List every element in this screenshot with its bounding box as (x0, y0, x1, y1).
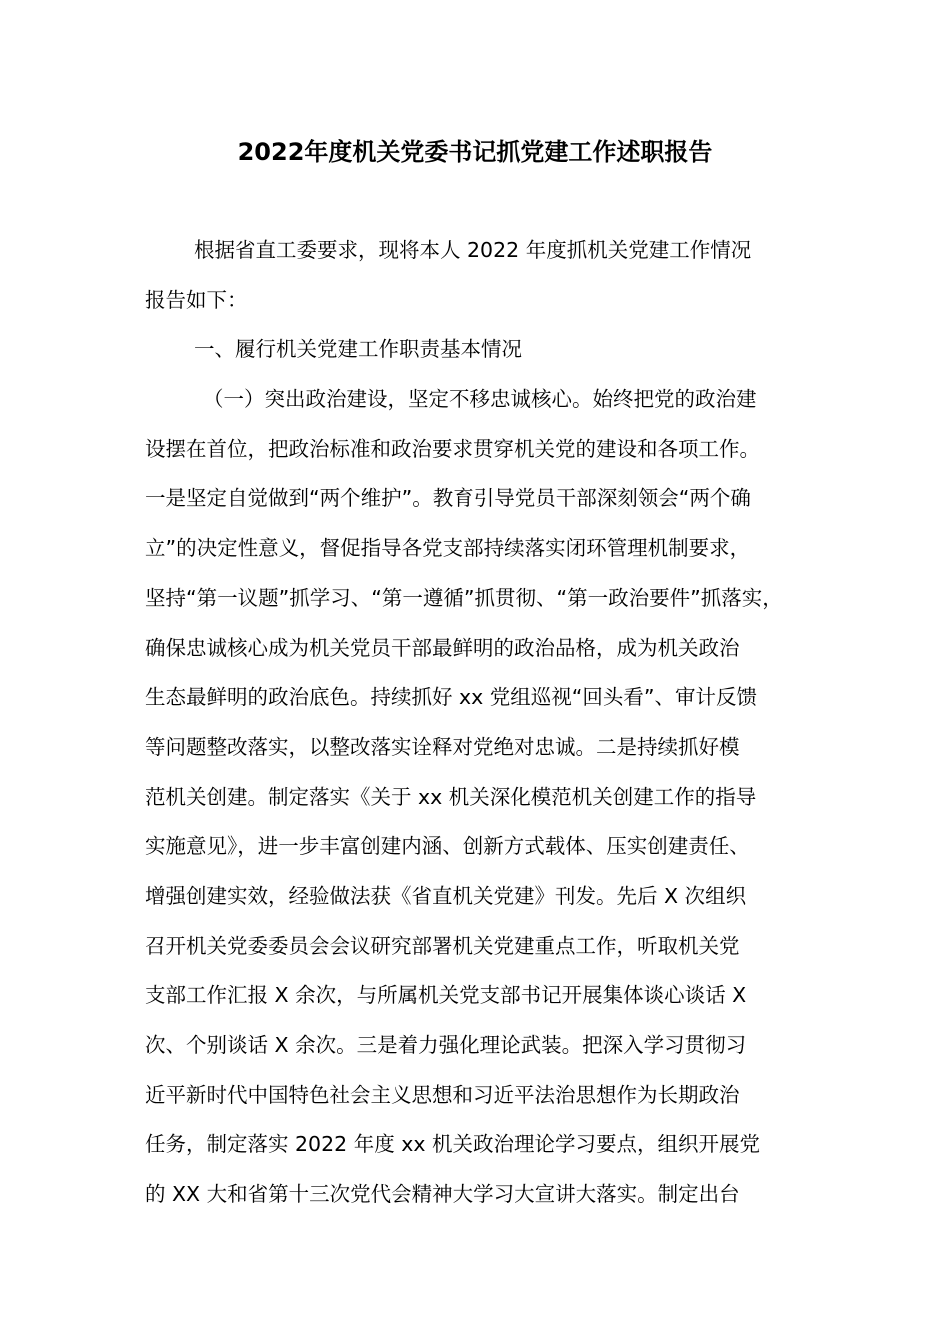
paragraph-line: 次、个别谈话 X 余次。三是着力强化理论武装。把深入学习贯彻习 (145, 1033, 747, 1057)
section-heading: 一、履行机关党建工作职责基本情况 (194, 337, 522, 362)
paragraph-line: 报告如下： (145, 287, 248, 312)
document-body (145, 226, 825, 1220)
paragraph-line: 召开机关党委委员会会议研究部署机关党建重点工作，听取机关党 (145, 933, 740, 958)
paragraph-line: 坚持“第一议题”抓学习、“第一遵循”抓贯彻、“第一政治要件”抓落实， (145, 585, 783, 610)
paragraph-line: 一是坚定自觉做到“两个维护”。教育引导党员干部深刻领会“两个确 (145, 486, 751, 511)
paragraph-line: 确保忠诚核心成为机关党员干部最鲜明的政治品格，成为机关政治 (145, 635, 740, 660)
paragraph-line: （一）突出政治建设，坚定不移忠诚核心。始终把党的政治建 (203, 387, 757, 412)
paragraph-line: 增强创建实效，经验做法获《省直机关党建》刊发。先后 X 次组织 (145, 883, 747, 908)
document-title: 2022年度机关党委书记抓党建工作述职报告 (237, 138, 713, 166)
paragraph-line: 支部工作汇报 X 余次，与所属机关党支部书记开展集体谈心谈话 X (145, 983, 747, 1008)
paragraph-line: 等问题整改落实，以整改落实诠释对党绝对忠诚。二是持续抓好模 (145, 734, 740, 759)
paragraph-line: 范机关创建。制定落实《关于 xx 机关深化模范机关创建工作的指导 (145, 784, 757, 809)
paragraph-line: 的 XX 大和省第十三次党代会精神大学习大宣讲大落实。制定出台 (145, 1182, 740, 1207)
paragraph-line: 实施意见》，进一步丰富创建内涵、创新方式载体、压实创建责任、 (145, 834, 750, 859)
paragraph-line: 任务，制定落实 2022 年度 xx 机关政治理论学习要点，组织开展党 (145, 1132, 760, 1157)
paragraph-line: 根据省直工委要求，现将本人 2022 年度抓机关党建工作情况 (194, 238, 752, 262)
paragraph-line: 立”的决定性意义，督促指导各党支部持续落实闭环管理机制要求， (145, 536, 751, 561)
paragraph-line: 生态最鲜明的政治底色。持续抓好 xx 党组巡视“回头看”、审计反馈 (145, 685, 758, 710)
paragraph-line: 近平新时代中国特色社会主义思想和习近平法治思想作为长期政治 (145, 1082, 740, 1107)
paragraph-line: 设摆在首位，把政治标准和政治要求贯穿机关党的建设和各项工作。 (145, 436, 760, 461)
